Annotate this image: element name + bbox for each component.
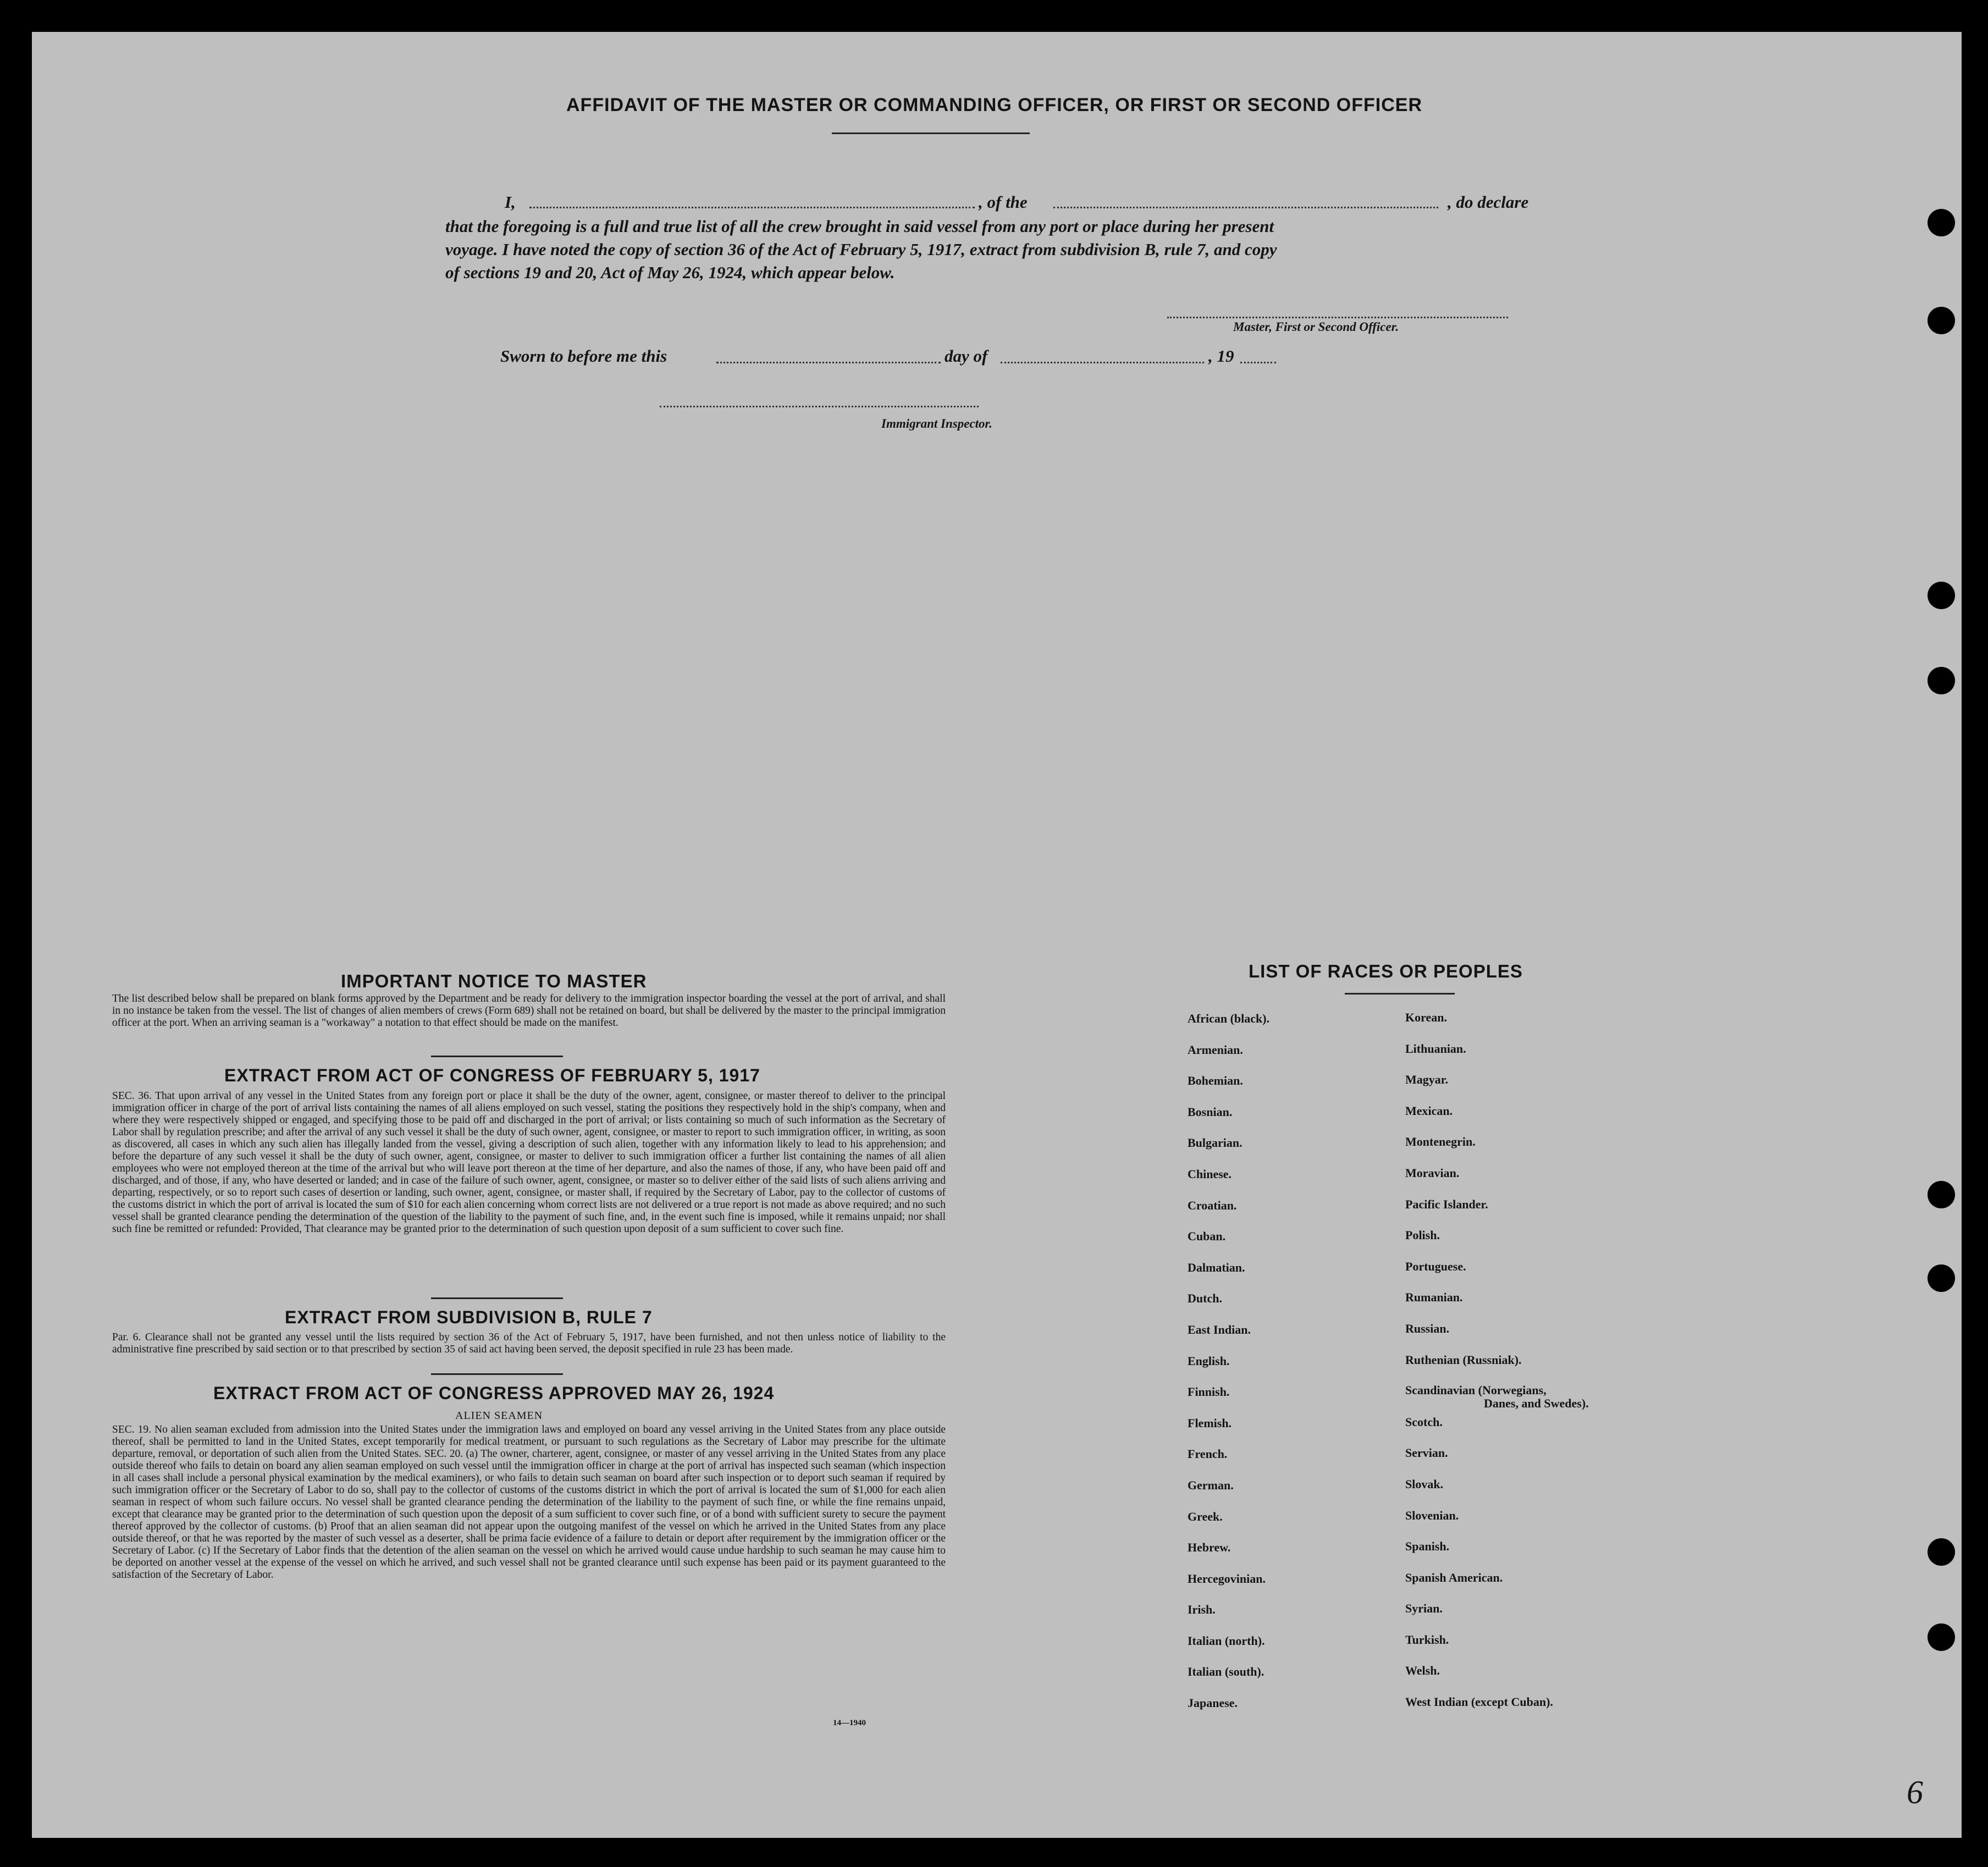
race-item: Turkish.	[1405, 1632, 1449, 1647]
page-number-handwritten: 6	[1907, 1774, 1923, 1810]
race-item: Bohemian.	[1188, 1074, 1243, 1088]
affidavit-do-declare: , do declare	[1448, 192, 1529, 212]
sworn-year-blank[interactable]	[1240, 362, 1276, 363]
notice-text: The list described below shall be prepared on blank forms approved by the Department and be ready for delivery to the immigration inspector boarding the vessel at the port of arrival, and shall in no instance be taken from the vessel. The list of changes of alien members of crews (Form 689) shall not be retained on board, but shall be delivered by the master to the principal immigration officer at the port. When an arriving seaman is a "workaway" a notation to that effect should be made on the manifest.	[112, 993, 946, 1029]
race-item: Portuguese.	[1405, 1259, 1466, 1273]
race-item: Servian.	[1405, 1446, 1448, 1460]
race-item: Flemish.	[1188, 1416, 1232, 1430]
affidavit-line4: of sections 19 and 20, Act of May 26, 1924, which appear below.	[445, 263, 895, 282]
form-number: 14—1940	[833, 1719, 866, 1727]
alien-seamen-heading: ALIEN SEAMEN	[455, 1410, 543, 1422]
race-item: Russian.	[1405, 1321, 1450, 1335]
races-title: LIST OF RACES OR PEOPLES	[1249, 961, 1523, 981]
race-item: Spanish American.	[1405, 1570, 1503, 1584]
race-item: Cuban.	[1188, 1229, 1226, 1244]
race-item: Chinese.	[1188, 1167, 1232, 1181]
race-item: Pacific Islander.	[1405, 1197, 1488, 1211]
race-item: Finnish.	[1188, 1385, 1230, 1399]
extract-1917-text: SEC. 36. That upon arrival of any vessel in the United States from any foreign port or place it shall be the duty of the owner, agent, consignee, or master thereof to deliver to the principal immigration officer in charge of the port of arrival lists containing the names of all aliens employed on such vessel, stating the positions they respectively hold in the ship's company, when and where they were respectively shipped or engaged, and specifying those to be paid off and discharged in the port of arrival; or lists containing so much of such information as the Secretary of Labor shall by regulation prescribe; and after the arrival of any such vessel it shall be the duty of such owner, agent, consignee, or master to report to such immigration officer, in writing, as soon as discovered, all cases in which any such alien has illegally landed from the vessel, giving a description of such alien, together with any information likely to lead to his apprehension; and before the departure of any such vessel it shall be the duty of such owner, agent, consignee, or master to deliver to such immigration officer a further list containing the names of all alien employees who were not employed thereon at the time of the arrival but who will leave port thereon at the time of her departure, and also the names of those, if any, who have been paid off and discharged, and of those, if any, who have deserted or landed; and in case of the failure of such owner, agent, consignee, or master so to deliver either of the said lists of such aliens arriving and departing, respectively, or so to report such cases of desertion or landing, such owner, agent, consignee, or master shall, if required by the Secretary of Labor, pay to the collector of customs of the customs district in which the port of arrival is located the sum of $10 for each alien concerning whom correct lists are not delivered or a true report is not made as above required; and no such vessel shall be granted clearance pending the determination of the question of the liability to the payment of such fine, and, in the event such fine is imposed, while it remains unpaid; nor shall such fine be remitted or refunded: Provided, That clearance may be granted prior to the determination of such question upon deposit of a sum sufficient to cover such fine.	[112, 1090, 946, 1235]
extract-1924-title: EXTRACT FROM ACT OF CONGRESS APPROVED MAY 26, 1924	[213, 1383, 775, 1403]
race-item: Bulgarian.	[1188, 1136, 1242, 1150]
inspector-signature-blank[interactable]	[660, 406, 979, 407]
race-item: African (black).	[1188, 1012, 1270, 1025]
race-item: Hebrew.	[1188, 1540, 1231, 1555]
notice-title: IMPORTANT NOTICE TO MASTER	[341, 971, 647, 991]
binder-hole	[1928, 667, 1955, 694]
binder-hole	[1928, 307, 1955, 334]
race-item: Slovak.	[1405, 1477, 1444, 1491]
race-item: Montenegrin.	[1405, 1135, 1476, 1149]
race-item: Mexican.	[1405, 1103, 1453, 1118]
vessel-blank[interactable]	[1053, 207, 1438, 208]
race-item: Korean.	[1405, 1010, 1447, 1024]
inspector-label: Immigrant Inspector.	[881, 417, 992, 430]
master-signature-blank[interactable]	[1167, 317, 1508, 318]
race-item: French.	[1188, 1447, 1228, 1461]
races-column-right	[1405, 1010, 1589, 1726]
sworn-day-blank[interactable]	[716, 362, 941, 363]
race-item: Italian (south).	[1188, 1665, 1264, 1679]
affidavit-of-the: , of the	[979, 192, 1028, 212]
race-item: German.	[1188, 1478, 1234, 1492]
binder-hole	[1928, 1264, 1955, 1292]
sworn-label: Sworn to before me this	[500, 346, 667, 366]
extract-rule7-title: EXTRACT FROM SUBDIVISION B, RULE 7	[285, 1307, 653, 1327]
race-item: Spanish.	[1405, 1539, 1450, 1554]
race-item: Dutch.	[1188, 1291, 1222, 1306]
extract-1917-title: EXTRACT FROM ACT OF CONGRESS OF FEBRUARY 5, 1917	[224, 1065, 760, 1085]
races-column-left	[1188, 1012, 1269, 1727]
race-item: Polish.	[1405, 1228, 1440, 1242]
race-item: Japanese.	[1188, 1696, 1238, 1710]
race-item: Moravian.	[1405, 1166, 1460, 1180]
race-item: Irish.	[1188, 1603, 1216, 1617]
race-item: Syrian.	[1405, 1601, 1443, 1616]
name-blank[interactable]	[529, 207, 975, 208]
race-item: Rumanian.	[1405, 1290, 1463, 1305]
race-item: Greek.	[1188, 1509, 1223, 1523]
day-of-label: day of	[945, 346, 988, 366]
affidavit-i: I,	[505, 192, 516, 212]
binder-hole	[1928, 582, 1955, 609]
race-item: Welsh.	[1405, 1664, 1440, 1678]
binder-hole	[1928, 1181, 1955, 1208]
binder-hole	[1928, 209, 1955, 236]
race-item: West Indian (except Cuban).	[1405, 1695, 1553, 1709]
race-item: Ruthenian (Russniak).	[1405, 1352, 1522, 1367]
race-item: Dalmatian.	[1188, 1260, 1245, 1274]
race-item: English.	[1188, 1354, 1230, 1368]
race-item: Armenian.	[1188, 1042, 1243, 1057]
binder-hole	[1928, 1538, 1955, 1566]
race-item: Croatian.	[1188, 1198, 1237, 1212]
manifest-page	[32, 32, 1962, 1838]
extract-1924-text: SEC. 19. No alien seaman excluded from admission into the United States under the immigration laws and employed on board any vessel arriving in the United States from any place outside thereof, shall be permitted to land in the United States, except temporarily for medical treatment, or pursuant to such regulations as the Secretary of Labor may prescribe for the ultimate departure, removal, or deportation of such alien from the United States. SEC. 20. (a) The owner, charterer, agent, consignee, or master of any vessel arriving in the United States from any place outside thereof who fails to detain on board any alien seaman employed on such vessel until the immigration officer in charge at the port of arrival has inspected such seaman (which inspection in all cases shall include a personal physical examination by the medical examiners), or who fails to detain such seaman on board after such inspection or to deport such seaman if required by such immigration officer or the Secretary of Labor to do so, shall pay to the collector of customs of the customs district in which the port of arrival is located the sum of $1,000 for each alien seaman in respect of whom such failure occurs. No vessel shall be granted clearance pending the determination of the liability to the payment of such fine, or while the fine remains unpaid, except that clearance may be granted prior to the determination of such question upon the deposit of a sum sufficient to cover such fine, or of a bond with sufficient surety to secure the payment thereof approved by the collector of customs. (b) Proof that an alien seaman did not appear upon the outgoing manifest of the vessel on which he arrived in the United States from any place outside thereof, or that he was reported by the master of such vessel as a deserter, shall be prima facie evidence of a failure to detain or deport after requirement by the immigration officer or the Secretary of Labor. (c) If the Secretary of Labor finds that the detention of the alien seaman on the vessel on which he arrived would cause undue hardship to such seaman he may cause him to be deported on another vessel at the expense of the vessel on which he arrived, and such vessel shall not be granted clearance until such expense has been paid or its payment guaranteed to the satisfaction of the Secretary of Labor.	[112, 1424, 946, 1581]
race-item: Lithuanian.	[1405, 1041, 1466, 1056]
race-item: Bosnian.	[1188, 1104, 1233, 1119]
affidavit-title: AFFIDAVIT OF THE MASTER OR COMMANDING OFFICER, OR FIRST OR SECOND OFFICER	[566, 95, 1422, 115]
race-item: East Indian.	[1188, 1322, 1251, 1336]
affidavit-line3: voyage. I have noted the copy of section 36 of the Act of February 5, 1917, extract from subdivision B, rule 7, and copy	[445, 240, 1277, 259]
race-item: Scotch.	[1405, 1415, 1443, 1429]
master-signature-label: Master, First or Second Officer.	[1233, 320, 1399, 334]
race-item: Slovenian.	[1405, 1508, 1459, 1522]
affidavit-line2: that the foregoing is a full and true list of all the crew brought in said vessel from any port or place during her present	[445, 217, 1274, 236]
year-prefix: , 19	[1208, 346, 1234, 366]
extract-rule7-text: Par. 6. Clearance shall not be granted any vessel until the lists required by section 36 of the Act of February 5, 1917, have been furnished, and not then unless notice of liability to the administrative fine prescribed by said section or to that prescribed by section 35 of said act having been served, the deposit specified in rule 23 has been made.	[112, 1332, 946, 1355]
sworn-month-blank[interactable]	[1001, 362, 1204, 363]
binder-hole	[1928, 1623, 1955, 1651]
race-item: Scandinavian (Norwegians, Danes, and Swedes).	[1405, 1383, 1589, 1411]
race-item: Italian (north).	[1188, 1633, 1265, 1648]
race-item: Hercegovinian.	[1188, 1571, 1266, 1586]
race-item: Magyar.	[1405, 1073, 1449, 1087]
